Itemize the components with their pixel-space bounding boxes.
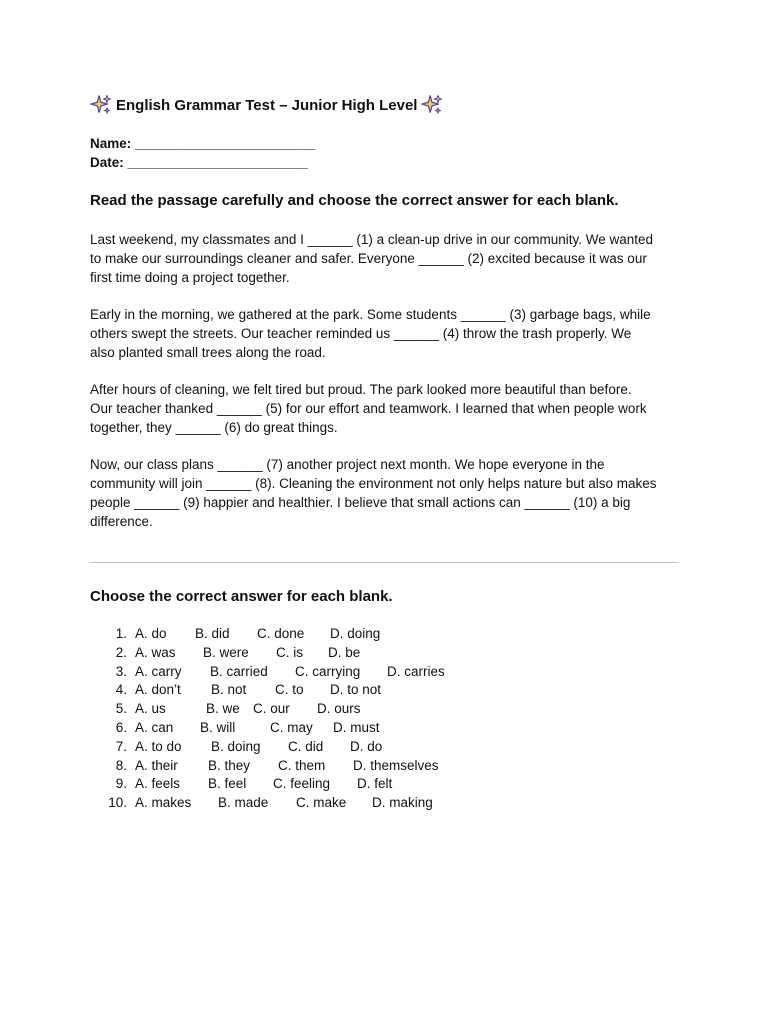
passage-paragraph: Last weekend, my classmates and I ______ (1) a clean-up drive in our community. We wanted to make our surroundings cleaner and safer. Everyone ______ (2) excited because it was our first time doing a project together. (90, 232, 654, 285)
answer-option[interactable]: D. do (350, 738, 383, 754)
answer-option[interactable]: B. were (203, 644, 249, 660)
answer-option[interactable]: D. doing (330, 626, 381, 641)
answer-option[interactable]: B. doing (211, 738, 261, 754)
answer-option[interactable]: A. can (135, 719, 174, 735)
answer-option[interactable]: C. make (296, 795, 347, 811)
answer-option[interactable]: B. they (208, 757, 251, 773)
test-title-row (90, 94, 443, 116)
name-field[interactable]: Name: ________________________ (90, 136, 316, 151)
answer-option[interactable]: C. to (275, 682, 304, 698)
answer-option[interactable]: D. felt (357, 776, 393, 792)
answer-option[interactable]: A. their (135, 757, 178, 773)
answer-option[interactable]: A. was (135, 644, 176, 660)
question-number: 9. (115, 776, 127, 792)
answer-option[interactable]: B. carried (210, 663, 268, 679)
answer-option[interactable]: D. themselves (353, 757, 439, 773)
question-number: 7. (115, 738, 127, 754)
answer-option[interactable]: B. made (218, 795, 269, 811)
answer-option[interactable]: A. makes (135, 795, 192, 811)
answer-option[interactable]: C. carrying (295, 663, 361, 679)
passage-paragraph: Now, our class plans ______ (7) another project next month. We hope everyone in the community will join ______ (8). Cleaning the environment not only helps nature but also makes people ______ (9) happier and healthier. I believe that small actions can ______ (10) a big difference. (90, 457, 657, 529)
answer-option[interactable]: B. did (195, 626, 230, 641)
sparkles-icon (421, 94, 443, 116)
answer-option[interactable]: B. not (211, 682, 247, 698)
passage-paragraph: Early in the morning, we gathered at the park. Some students ______ (3) garbage bags, while others swept the streets. Our teacher reminded us ______ (4) throw the trash properly. We also planted small trees along the road. (90, 307, 651, 360)
answer-option[interactable]: C. done (257, 626, 305, 641)
answer-option[interactable]: A. don’t (135, 682, 181, 698)
question-number: 4. (115, 682, 127, 698)
passage-paragraph: After hours of cleaning, we felt tired but proud. The park looked more beautiful than before. Our teacher thanked ______ (5) for our effort and teamwork. I learned that when people work together, they ______ (6) do great things. (90, 382, 647, 435)
question-number: 3. (115, 663, 127, 679)
question-number: 6. (115, 719, 127, 735)
question-number: 5. (115, 701, 127, 717)
questions-instruction: Choose the correct answer for each blank. (90, 588, 393, 605)
page-title: English Grammar Test – Junior High Level (116, 96, 418, 114)
answer-option[interactable]: D. must (333, 719, 380, 735)
question-number: 8. (115, 757, 127, 773)
passage-instruction: Read the passage carefully and choose the correct answer for each blank. (90, 192, 619, 209)
answer-option[interactable]: A. carry (135, 663, 182, 679)
question-number: 1. (115, 626, 127, 641)
date-field[interactable]: Date: ________________________ (90, 155, 308, 170)
answer-option[interactable]: D. to not (330, 682, 382, 698)
answer-option[interactable]: B. will (200, 719, 236, 735)
answer-option[interactable]: C. them (278, 757, 326, 773)
answer-option[interactable]: A. feels (135, 776, 181, 792)
answer-option[interactable]: C. did (288, 738, 324, 754)
answer-option[interactable]: D. making (372, 795, 433, 811)
answer-option[interactable]: C. our (253, 701, 290, 717)
question-number: 2. (115, 644, 127, 660)
section-divider (90, 562, 678, 563)
answer-option[interactable]: D. ours (317, 701, 361, 717)
answer-option[interactable]: A. to do (135, 738, 182, 754)
answer-option[interactable]: D. carries (387, 663, 445, 679)
question-number: 10. (108, 795, 127, 811)
answer-option[interactable]: D. be (328, 644, 361, 660)
answer-option[interactable]: A. do (135, 626, 167, 641)
answer-option[interactable]: C. may (270, 719, 313, 735)
sparkles-icon (90, 94, 112, 116)
answer-option[interactable]: C. feeling (273, 776, 331, 792)
answer-option[interactable]: B. we (206, 701, 240, 717)
answer-option[interactable]: B. feel (208, 776, 247, 792)
answer-option[interactable]: A. us (135, 701, 166, 717)
answer-option[interactable]: C. is (276, 644, 303, 660)
